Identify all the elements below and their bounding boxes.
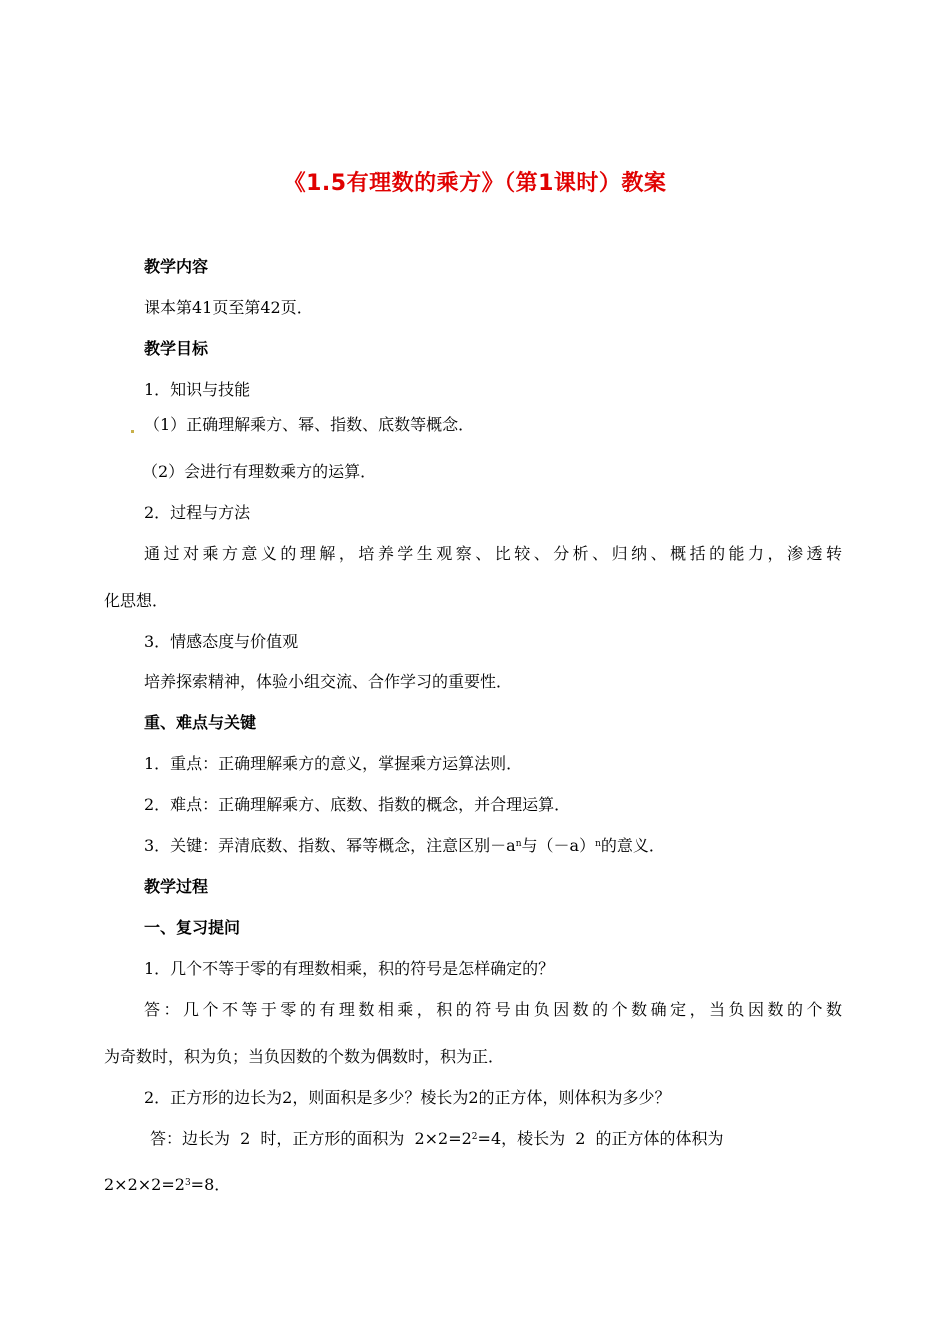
goal-3-text: 培养探索精神，体验小组交流、合作学习的重要性． [144, 672, 513, 691]
question-1: 1．几个不等于零的有理数相乘，积的符号是怎样确定的？ [144, 959, 555, 978]
answer-1-line-1: 答：几个不等于零的有理数相乘，积的符号由负因数的个数确定，当负因数的个数 [144, 1000, 842, 1019]
stray-mark [131, 430, 134, 433]
answer-2-sup-2: 3 [184, 1178, 191, 1188]
answer-2-line-2 [104, 1174, 230, 1196]
goal-3: 3．情感态度与价值观 [144, 632, 299, 651]
answer-1-line-2: 为奇数时，积为负；当负因数的个数为偶数时，积为正． [104, 1047, 505, 1066]
goal-1-b: （2）会进行有理数乘方的运算． [142, 462, 377, 481]
document-title: 《1.5有理数的乘方》（第1课时）教案 [283, 171, 667, 196]
review-heading: 一、复习提问 [144, 918, 241, 937]
question-2: 2．正方形的边长为2，则面积是多少？棱长为2的正方体，则体积为多少？ [144, 1088, 671, 1107]
answer-2-part-3: 2×2×2=2 [104, 1175, 185, 1194]
goals-heading: 教学目标 [144, 339, 209, 358]
key-3-sup-2: n [595, 839, 601, 849]
answer-2-sup-1: 2 [471, 1132, 478, 1142]
key-2: 2．难点：正确理解乘方、底数、指数的概念，并合理运算． [144, 795, 571, 814]
goal-1: 1．知识与技能 [144, 380, 251, 399]
key-3-part-1: 3．关键：弄清底数、指数、幂等概念，注意区别－a [144, 836, 516, 855]
goal-2: 2．过程与方法 [144, 503, 251, 522]
content-heading: 教学内容 [144, 257, 209, 276]
process-heading: 教学过程 [144, 877, 209, 896]
key-1: 1．重点：正确理解乘方的意义，掌握乘方运算法则． [144, 754, 523, 773]
goal-1-a: （1）正确理解乘方、幂、指数、底数等概念． [144, 415, 475, 434]
answer-2-line-1 [150, 1128, 723, 1150]
key-3-part-2: 与（－a） [521, 836, 596, 855]
answer-2-part-1: 答：边长为 2 时，正方形的面积为 2×2=2 [150, 1129, 472, 1148]
goal-2-text-1: 通过对乘方意义的理解，培养学生观察、比较、分析、归纳、概括的能力，渗透转 [144, 544, 842, 563]
answer-2-part-4: =8． [190, 1175, 231, 1194]
goal-2-text-2: 化思想． [104, 591, 169, 610]
key-3-sup-1: n [515, 839, 522, 849]
key-3 [144, 835, 665, 857]
content-text: 课本第41页至第42页． [144, 298, 313, 317]
key-heading: 重、难点与关键 [144, 713, 257, 732]
key-3-part-3: 的意义． [600, 836, 665, 855]
answer-2-part-2: =4，棱长为 2 的正方体的体积为 [477, 1129, 724, 1148]
